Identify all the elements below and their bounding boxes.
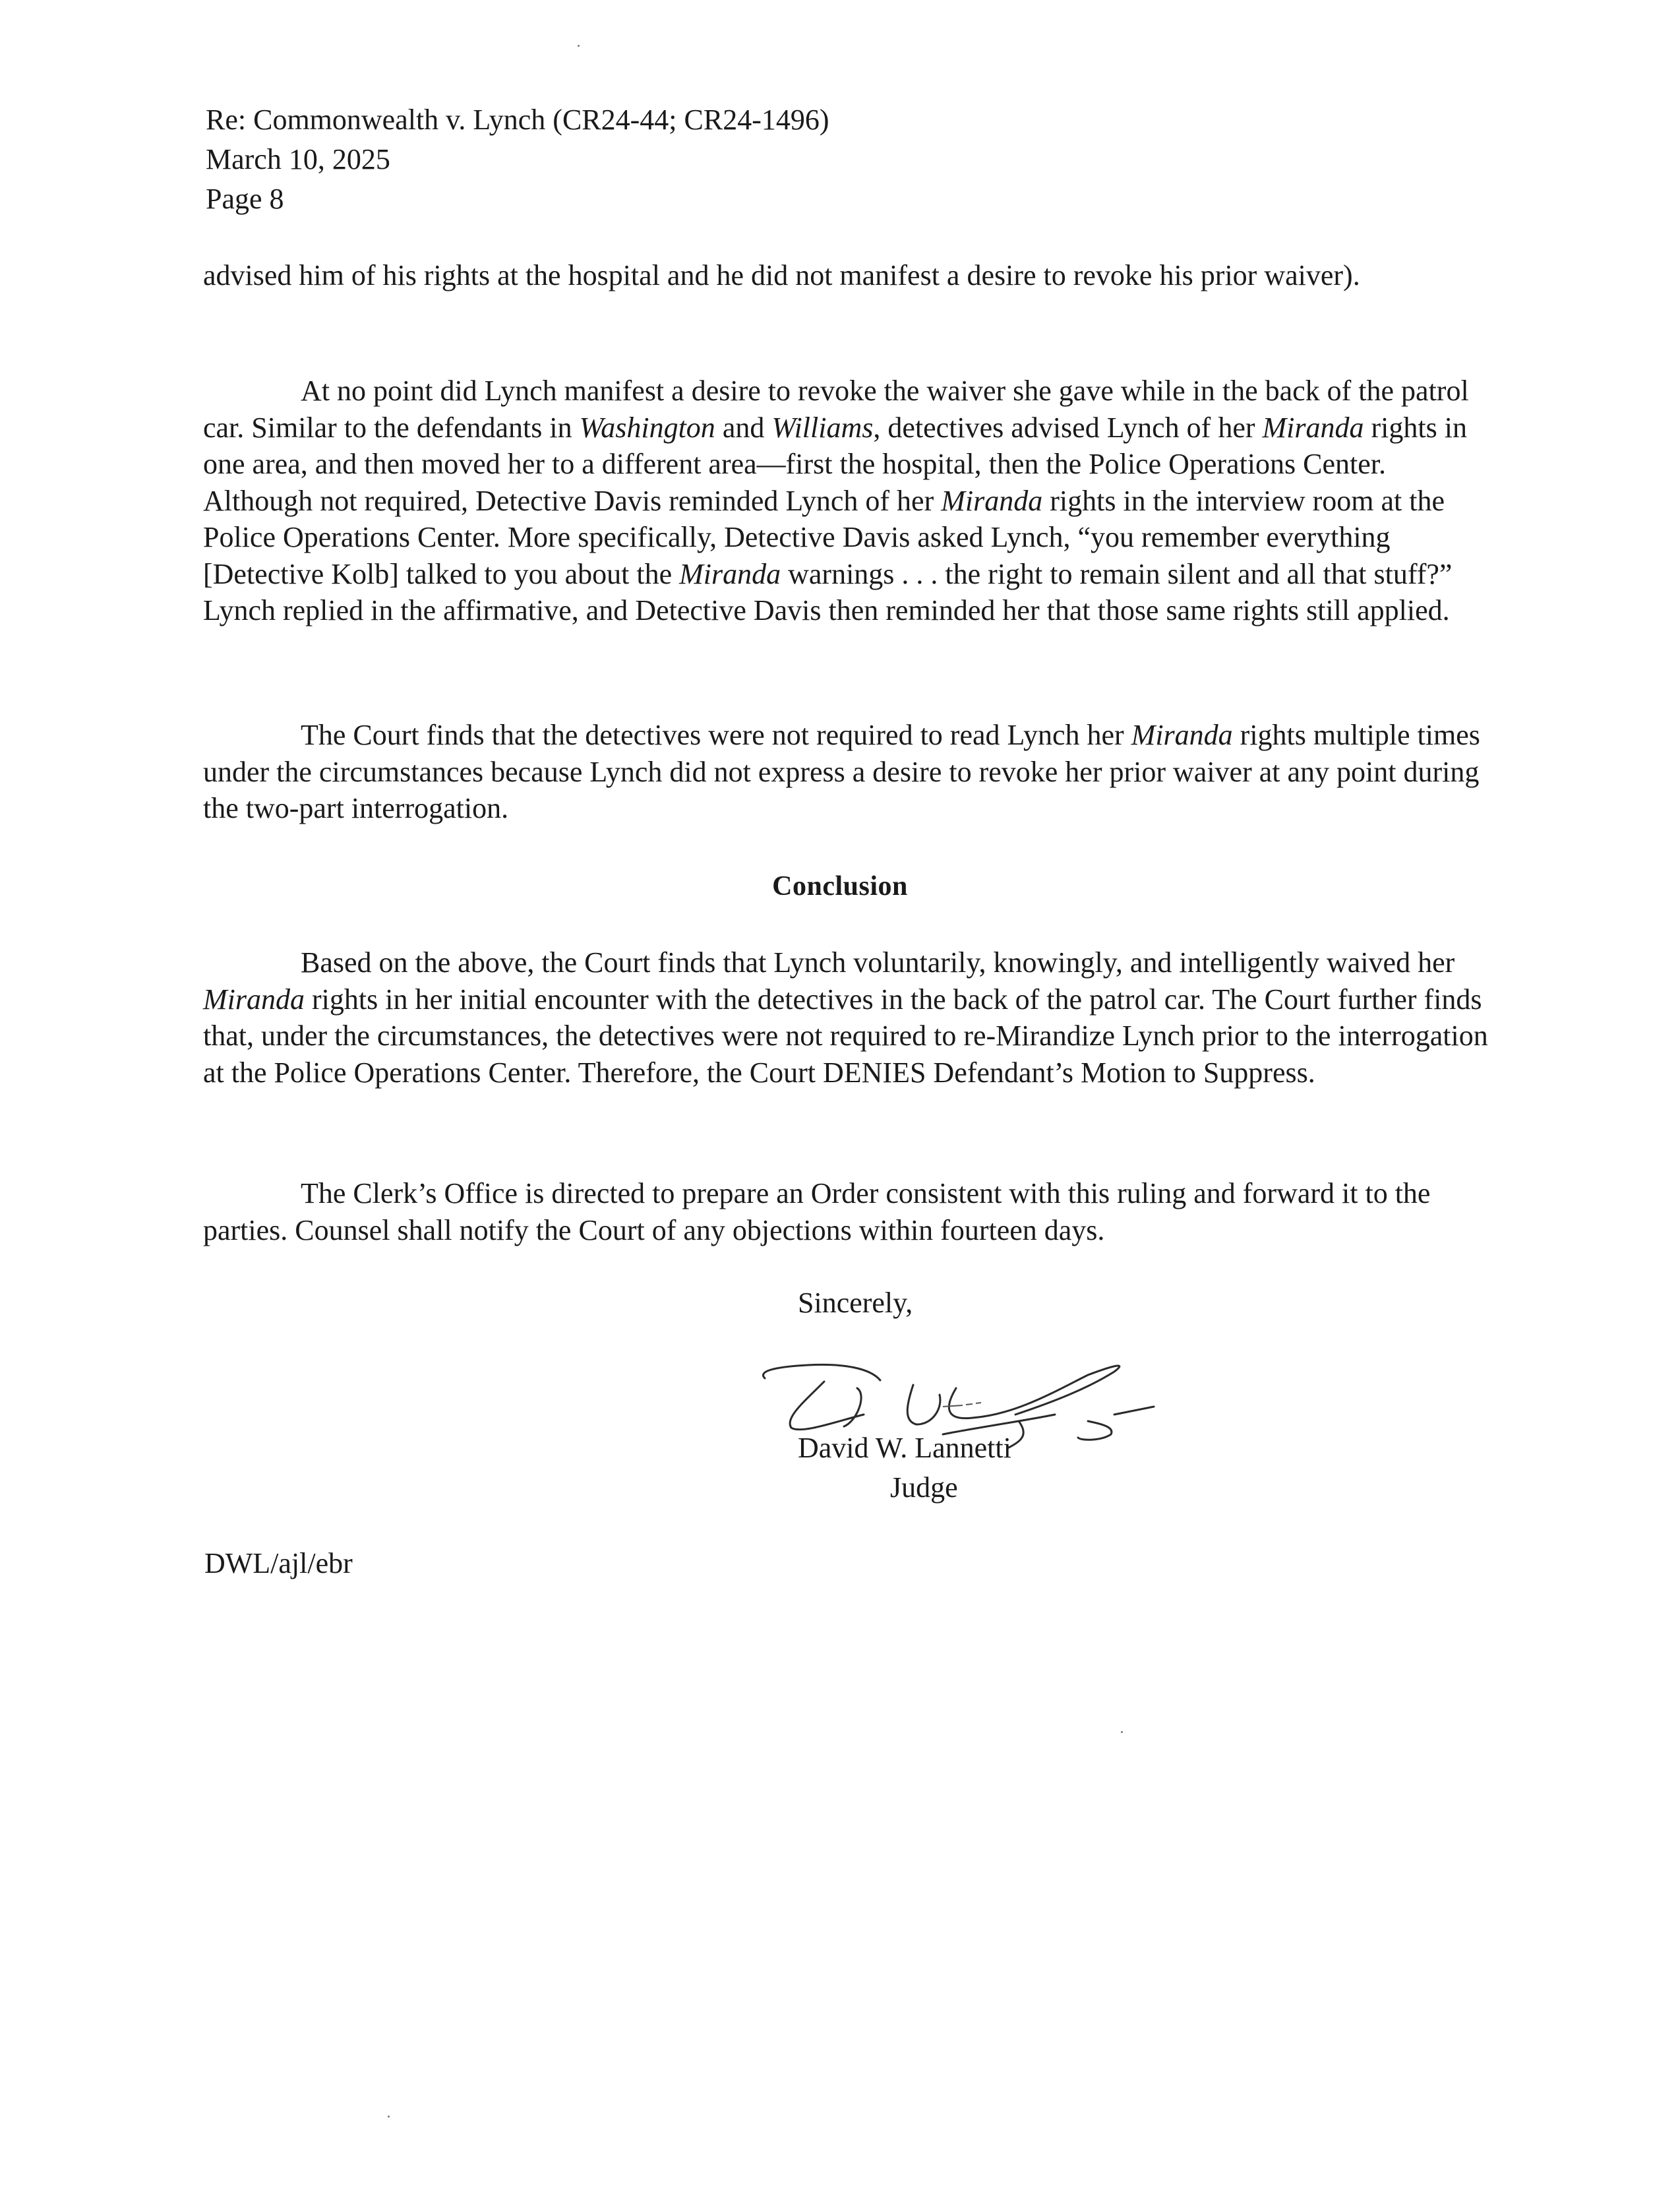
italic-term: Miranda (203, 983, 305, 1016)
italic-term: Williams (771, 411, 874, 444)
signer-name: David W. Lannetti (798, 1432, 1011, 1464)
text-segment: rights multiple times under the circumstances because Lynch did not express a desire to revoke her prior waiver at any point during the two-part interrogation. (203, 719, 1480, 824)
text-segment: At no point did Lynch manifest a desire to revoke the waiver she gave while in the back of the patrol car. Similar to the defendants in (203, 375, 1469, 444)
scan-speck (578, 45, 580, 47)
paragraph-court-finding (203, 717, 1489, 827)
scan-speck (388, 2116, 390, 2118)
italic-term: Miranda (1262, 411, 1364, 444)
italic-term: Miranda (679, 557, 781, 590)
page-number: Page 8 (206, 183, 284, 215)
text-segment: rights in one area, and then moved her to a different area—first the hospital, then the Police Operations Center. Although not required, Detective Davis reminded Lynch of her (203, 411, 1467, 517)
scan-speck (1121, 1731, 1123, 1733)
text-segment: rights in the interview room at the Police Operations Center. More specifically, Detective Davis asked Lynch, “you remember everything [Detective Kolb] talked to you about the (203, 484, 1445, 590)
reference-initials: DWL/ajl/ebr (204, 1547, 353, 1579)
text-segment: advised him of his rights at the hospital and he did not manifest a desire to revoke his prior waiver). (203, 259, 1360, 291)
text-segment: Based on the above, the Court finds that Lynch voluntarily, knowingly, and intelligently waived her (301, 946, 1455, 979)
text-segment: The Clerk’s Office is directed to prepare an Order consistent with this ruling and forward it to the parties. Counsel shall notify the Court of any objections within fourteen days. (203, 1177, 1431, 1246)
section-heading-conclusion: Conclusion (772, 871, 908, 901)
italic-term: Miranda (941, 484, 1043, 517)
paragraph-conclusion (203, 944, 1489, 1091)
text-segment: rights in her initial encounter with the detectives in the back of the patrol car. The Court further finds that, under the circumstances, the detectives were not required to re-Mirandize Lynch prior to the interrogation at the Police Operations Center. Therefore, the Court DENIES Defendant’s Motion to Suppress. (203, 983, 1488, 1089)
paragraph-continuation (203, 257, 1489, 294)
text-segment: warnings . . . the right to remain silent and all that stuff?” Lynch replied in the affirmative, and Detective Davis then reminded her that those same rights still applied. (203, 557, 1453, 626)
signer-title: Judge (890, 1471, 958, 1504)
closing-salutation: Sincerely, (798, 1287, 913, 1319)
letter-date: March 10, 2025 (206, 143, 390, 175)
paragraph-clerk-directive (203, 1175, 1489, 1248)
text-segment: , detectives advised Lynch of her (873, 411, 1263, 444)
italic-term: Washington (579, 411, 715, 444)
re-line: Re: Commonwealth v. Lynch (CR24-44; CR24-1496) (206, 104, 829, 136)
text-segment: The Court finds that the detectives were not required to read Lynch her (301, 719, 1131, 751)
letter-header (206, 100, 829, 219)
paragraph-waiver-analysis (203, 373, 1489, 629)
text-segment: and (715, 411, 772, 444)
italic-term: Miranda (1131, 719, 1233, 751)
